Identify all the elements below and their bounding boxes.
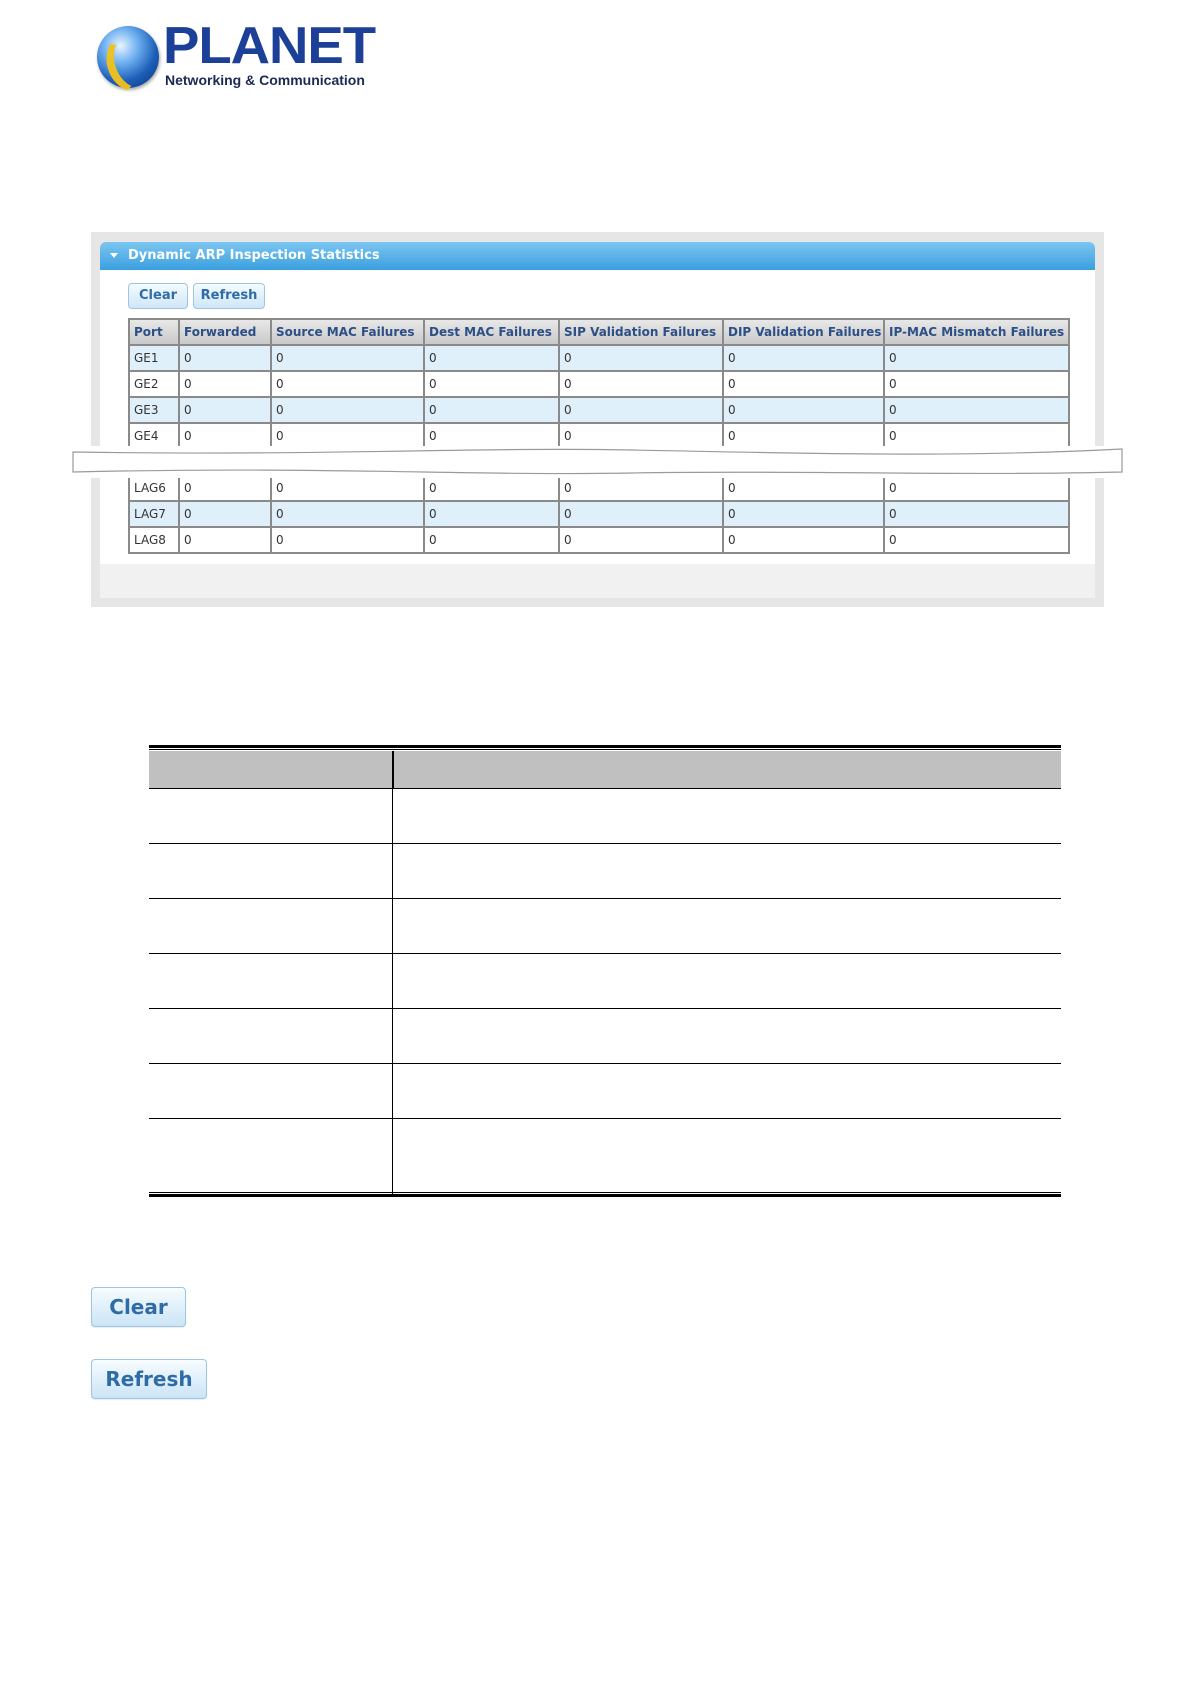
value-cell: 0 xyxy=(179,397,271,423)
panel-footer xyxy=(100,564,1095,598)
table-row xyxy=(129,475,1069,501)
value-cell: 0 xyxy=(723,527,884,553)
table-row xyxy=(149,788,1061,844)
value-cell: 0 xyxy=(559,527,723,553)
panel-title: Dynamic ARP Inspection Statistics xyxy=(128,248,380,263)
column-header: DIP Validation Failures xyxy=(723,319,884,345)
value-cell: 0 xyxy=(559,501,723,527)
panel-body xyxy=(100,270,1095,598)
screenshot-frame xyxy=(91,232,1104,607)
port-cell: GE1 xyxy=(129,345,179,371)
value-cell: 0 xyxy=(179,475,271,501)
value-cell: 0 xyxy=(884,371,1069,397)
column-header: Source MAC Failures xyxy=(271,319,424,345)
column-header: IP-MAC Mismatch Failures xyxy=(884,319,1069,345)
port-cell: LAG6 xyxy=(129,475,179,501)
port-cell: LAG7 xyxy=(129,501,179,527)
table-row xyxy=(149,953,1061,1009)
value-cell: 0 xyxy=(179,527,271,553)
logo-tagline: Networking & Communication xyxy=(165,72,365,88)
column-header: SIP Validation Failures xyxy=(559,319,723,345)
value-cell: 0 xyxy=(559,397,723,423)
port-cell: GE4 xyxy=(129,423,179,449)
value-cell: 0 xyxy=(884,501,1069,527)
value-cell: 0 xyxy=(271,527,424,553)
value-cell: 0 xyxy=(884,475,1069,501)
value-cell: 0 xyxy=(271,371,424,397)
table-row xyxy=(149,1008,1061,1064)
value-cell: 0 xyxy=(723,371,884,397)
table-row xyxy=(129,501,1069,527)
table-row xyxy=(129,527,1069,553)
panel-header[interactable] xyxy=(100,242,1095,270)
column-header: Dest MAC Failures xyxy=(424,319,559,345)
header-cell-object xyxy=(149,751,392,788)
column-header: Port xyxy=(129,319,179,345)
value-cell: 0 xyxy=(723,475,884,501)
table-row xyxy=(149,898,1061,954)
value-cell: 0 xyxy=(559,475,723,501)
clear-button-large[interactable]: Clear xyxy=(91,1287,186,1327)
value-cell: 0 xyxy=(723,397,884,423)
value-cell: 0 xyxy=(884,345,1069,371)
value-cell: 0 xyxy=(271,397,424,423)
table-row xyxy=(129,345,1069,371)
value-cell: 0 xyxy=(179,371,271,397)
port-cell: GE2 xyxy=(129,371,179,397)
refresh-button[interactable]: Refresh xyxy=(193,283,265,309)
value-cell: 0 xyxy=(723,423,884,449)
value-cell: 0 xyxy=(559,345,723,371)
value-cell: 0 xyxy=(424,527,559,553)
value-cell: 0 xyxy=(424,397,559,423)
value-cell: 0 xyxy=(271,345,424,371)
value-cell: 0 xyxy=(424,345,559,371)
clear-button[interactable]: Clear xyxy=(128,283,188,309)
header-cell-description xyxy=(393,751,1062,788)
column-header: Forwarded xyxy=(179,319,271,345)
table-break-tear xyxy=(72,446,1123,478)
table-row xyxy=(149,1118,1061,1193)
table-header-row xyxy=(129,319,1069,345)
value-cell: 0 xyxy=(179,345,271,371)
value-cell: 0 xyxy=(559,423,723,449)
value-cell: 0 xyxy=(424,475,559,501)
value-cell: 0 xyxy=(179,501,271,527)
table-row xyxy=(129,397,1069,423)
value-cell: 0 xyxy=(271,501,424,527)
port-cell: LAG8 xyxy=(129,527,179,553)
value-cell: 0 xyxy=(424,501,559,527)
statistics-panel xyxy=(100,242,1095,598)
value-cell: 0 xyxy=(424,423,559,449)
value-cell: 0 xyxy=(884,527,1069,553)
port-cell: GE3 xyxy=(129,397,179,423)
logo-brand: PLANET xyxy=(163,17,376,75)
table-row xyxy=(149,843,1061,899)
value-cell: 0 xyxy=(723,501,884,527)
value-cell: 0 xyxy=(424,371,559,397)
value-cell: 0 xyxy=(271,475,424,501)
table-row xyxy=(129,371,1069,397)
collapse-caret-icon[interactable] xyxy=(110,253,118,258)
value-cell: 0 xyxy=(884,423,1069,449)
value-cell: 0 xyxy=(271,423,424,449)
value-cell: 0 xyxy=(179,423,271,449)
refresh-button-large[interactable]: Refresh xyxy=(91,1359,207,1399)
description-table-header xyxy=(149,751,1061,788)
value-cell: 0 xyxy=(559,371,723,397)
table-row xyxy=(149,1063,1061,1119)
planet-logo xyxy=(97,17,376,94)
value-cell: 0 xyxy=(884,397,1069,423)
arp-statistics-table xyxy=(128,318,1070,554)
value-cell: 0 xyxy=(723,345,884,371)
